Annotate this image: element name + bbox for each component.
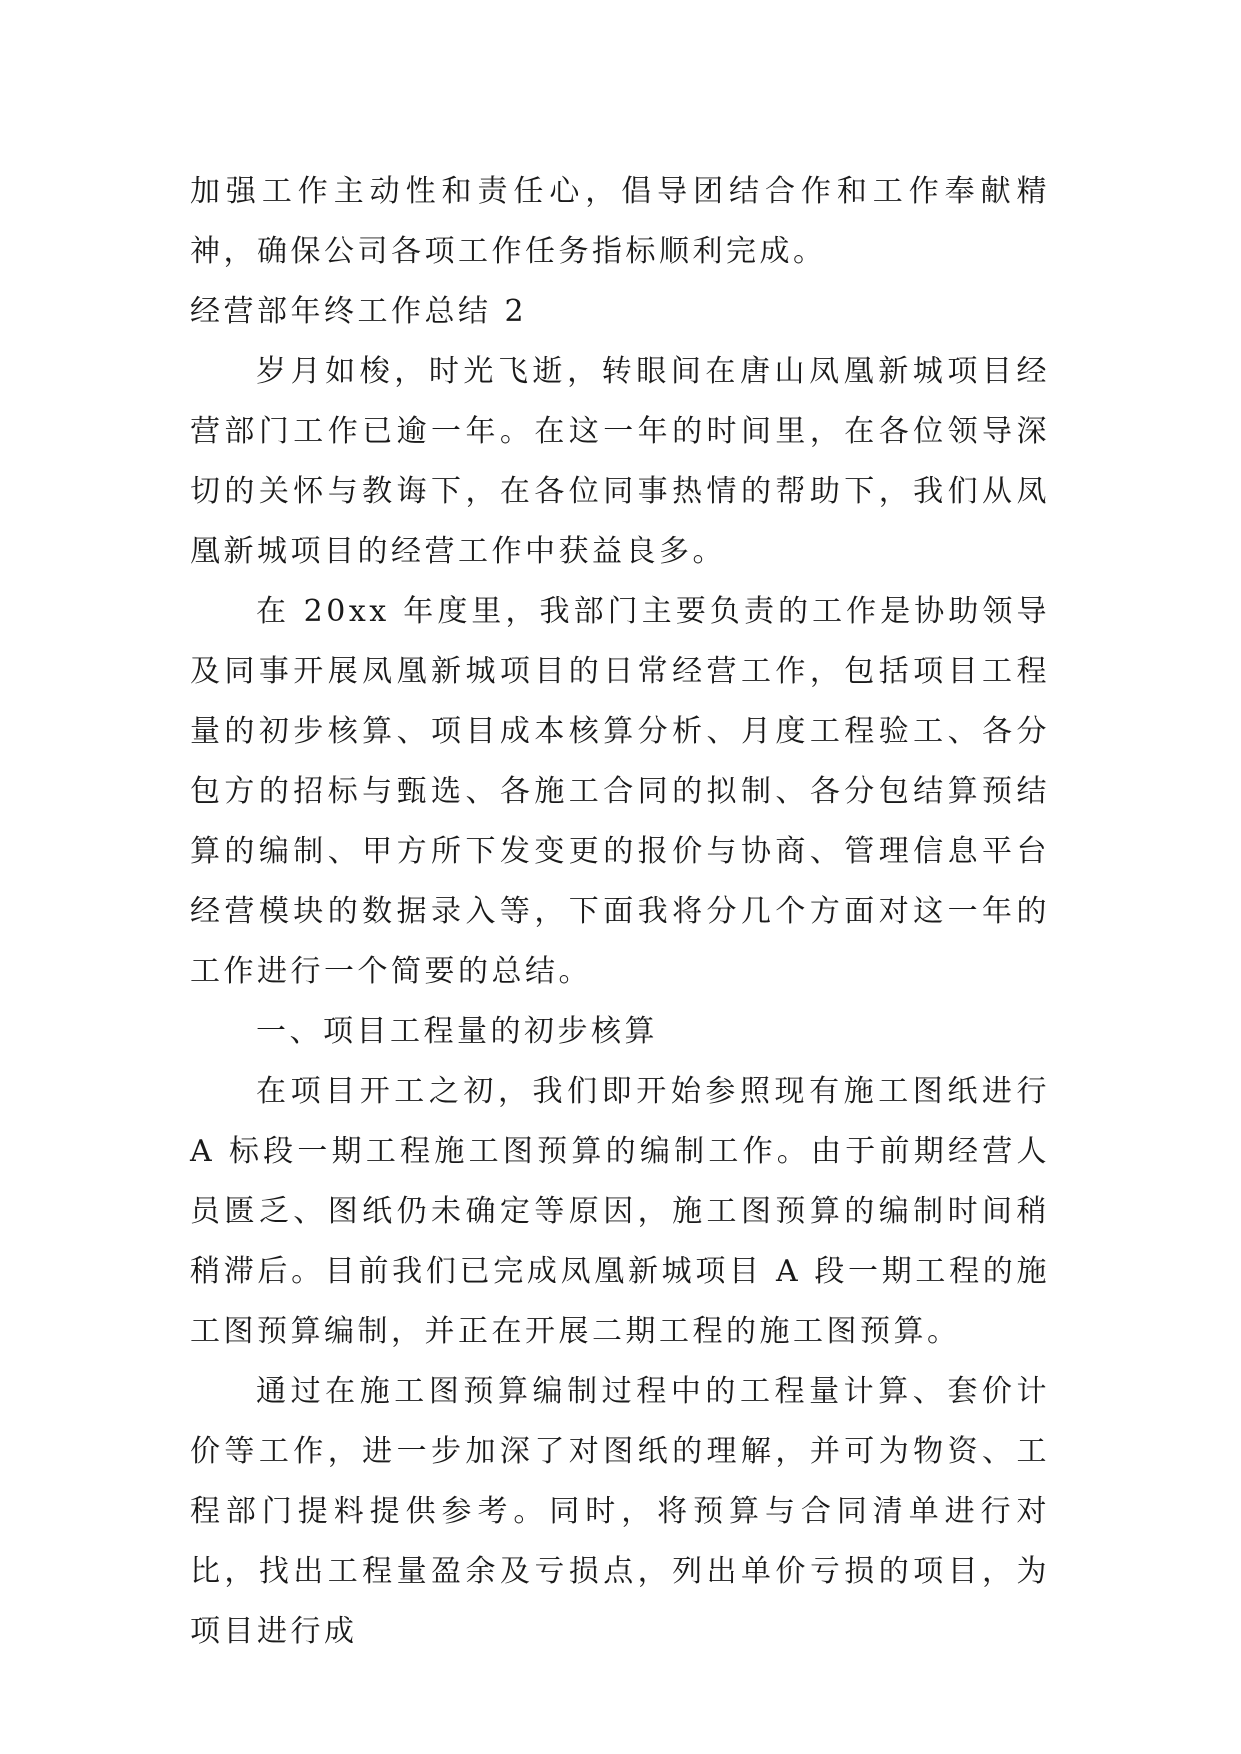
body-paragraph: 在 20xx 年度里，我部门主要负责的工作是协助领导及同事开展凤凰新城项目的日常经营工作，包括项目工程量的初步核算、项目成本核算分析、月度工程验工、各分包方的招标与甄选、各施工合同的拟制、各分包结算预结算的编制、甲方所下发变更的报价与协商、管理信息平台经营模块的数据录入等，下面我将分几个方面对这一年的工作进行一个简要的总结。 bbox=[190, 594, 1050, 989]
subheading: 一、项目工程量的初步核算 bbox=[256, 1014, 658, 1049]
body-paragraph: 通过在施工图预算编制过程中的工程量计算、套价计价等工作，进一步加深了对图纸的理解，并可为物资、工程部门提料提供参考。同时，将预算与合同清单进行对比，找出工程量盈余及亏损点，列出单价亏损的项目，为项目进行成 bbox=[190, 1374, 1050, 1649]
section-title: 经营部年终工作总结 2 bbox=[190, 294, 528, 329]
document-page bbox=[190, 162, 1050, 1662]
body-paragraph: 在项目开工之初，我们即开始参照现有施工图纸进行 A 标段一期工程施工图预算的编制工作。由于前期经营人员匮乏、图纸仍未确定等原因，施工图预算的编制时间稍稍滞后。目前我们已完成凤凰新城项目 A 段一期工程的施工图预算编制，并正在开展二期工程的施工图预算。 bbox=[190, 1074, 1050, 1349]
body-paragraph: 岁月如梭，时光飞逝，转眼间在唐山凤凰新城项目经营部门工作已逾一年。在这一年的时间里，在各位领导深切的关怀与教诲下，在各位同事热情的帮助下，我们从凤凰新城项目的经营工作中获益良多。 bbox=[190, 354, 1050, 569]
continuation-paragraph: 加强工作主动性和责任心，倡导团结合作和工作奉献精神，确保公司各项工作任务指标顺利完成。 bbox=[190, 174, 1050, 269]
